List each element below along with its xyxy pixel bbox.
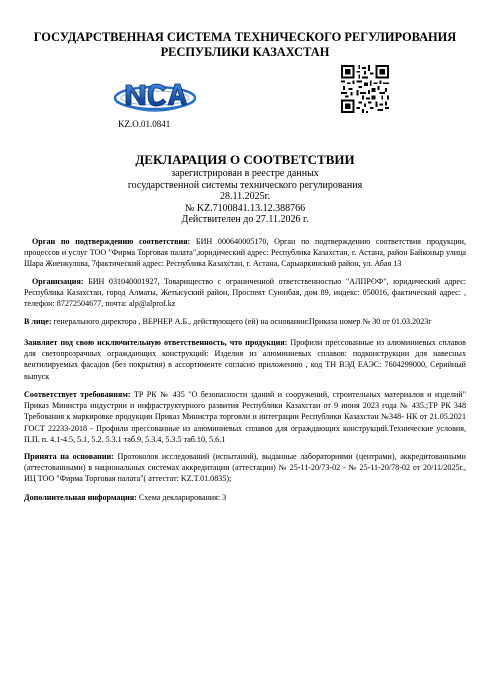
section-person <box>24 316 466 327</box>
requirements-label: Соответствует требованиям: <box>24 390 131 399</box>
nca-logo-icon <box>112 72 198 124</box>
section-requirements <box>24 389 466 445</box>
additional-label: Дополнительная информация: <box>24 493 137 502</box>
declares-text: Профили прессованные из алюминиевых сплавов для светопрозрачных ограждающих конструкций: Изделия из алюминиевых сплавов: подконструкции для навесных вентилируемых фасадов (без покрытия) в ассортименте согласно приложению , код ТН ВЭД ЕАЭС: 7604299000, Серийный выпуск <box>24 338 466 381</box>
header-line-2: РЕСПУБЛИКИ КАЗАХСТАН <box>160 45 330 59</box>
registry-block <box>0 168 490 226</box>
organization-text: БИН 031040001927, Товарищество с ограниченной ответственностью "АЛПРОФ", юридический адрес: Республика Казахстан, город Алматы, Жетысуский район, Проспект Суюнбая, дом 89, индекс: 050016, фактический адрес: , телефон: 87272504677, почта: alp@alprof.kz <box>24 277 466 309</box>
section-declares <box>24 337 466 382</box>
requirements-text: ТР РК № 435 "О безопасности зданий и сооружений, строительных материалов и изделий" Приказ Министра индустрии и инфраструктурного развития Республики Казахстан от 9 июня 2023 года № 435.;ТР РК 348 Требования к маркировке продукции Приказ Министра торговли и интеграции Республики Казахстан №348- НК от 21.05.2021 ГОСТ 22233-2018 - Профили прессованные из алюминиевых сплавов для ограждающих конструкций.Технические условия, П.П. п. 4.1-4.5, 5.1, 5.2, 5.3.1 таб.9, 5.3.4, 5.3.5 таб.10, 5.6.1 <box>24 390 466 444</box>
section-additional <box>24 492 466 503</box>
header-line-1: ГОСУДАРСТВЕННАЯ СИСТЕМА ТЕХНИЧЕСКОГО РЕГУЛИРОВАНИЯ <box>33 30 457 44</box>
declaration-title: ДЕКЛАРАЦИЯ О СООТВЕТСТВИИ <box>135 152 355 167</box>
section-basis <box>24 451 466 485</box>
registry-line-1: зарегистрирован в реестре данных <box>171 168 319 179</box>
declaration-number: № KZ.7100841.13.12.388766 <box>184 202 306 214</box>
person-label: В лице: <box>24 317 52 326</box>
header-title <box>0 30 490 60</box>
section-organ <box>24 236 466 270</box>
person-text: генерального директора , ВЕРНЕР А.Б., действующего (ей) на основании:Приказа номер № 30 от 01.03.2023г <box>51 317 432 326</box>
registry-date: 28.11.2025г. <box>219 191 271 203</box>
additional-text: Схема декларирования: 3 <box>136 493 227 502</box>
logo-code: KZ.O.01.0841 <box>118 119 171 129</box>
organ-text: БИН 000640005170, Орган по подтверждению соответствия продукции, процессов и услуг ТОО "Фирма Торговая палата",юридический адрес: Республика Казахстан, г. Астана, район Байконыр улица Шара Жиенкулова, 7фактический адрес: Республика Казахстан, г. Астана, Сарыаркинский район, ул. Абая 13 <box>24 237 467 269</box>
registry-line-2: государственной системы технического регулирования <box>127 179 363 191</box>
basis-label: Принята на основании: <box>24 452 114 461</box>
qr-code-icon <box>341 65 389 113</box>
section-organization <box>24 276 466 310</box>
organ-label: Орган по подтверждению соответствия: <box>32 237 191 246</box>
organization-label: Организация: <box>32 277 84 286</box>
basis-text: Протоколов исследований (испытаний), выданные лабораториями (центрами), аккредитованными (аттестованными) в национальных системах аккредитации (аттестации) № 25-11-20/73-02 - № 25-11-20/78-02 от 20/11/2025г., ИЦ ТОО "Фирма Торговая палата"( аттестат: KZ.T.01.0835); <box>24 452 466 484</box>
valid-until: Действителен до 27.11.2026 г. <box>181 214 309 226</box>
declares-label: Заявляет под свою исключительную ответственность, что продукция: <box>24 338 288 347</box>
